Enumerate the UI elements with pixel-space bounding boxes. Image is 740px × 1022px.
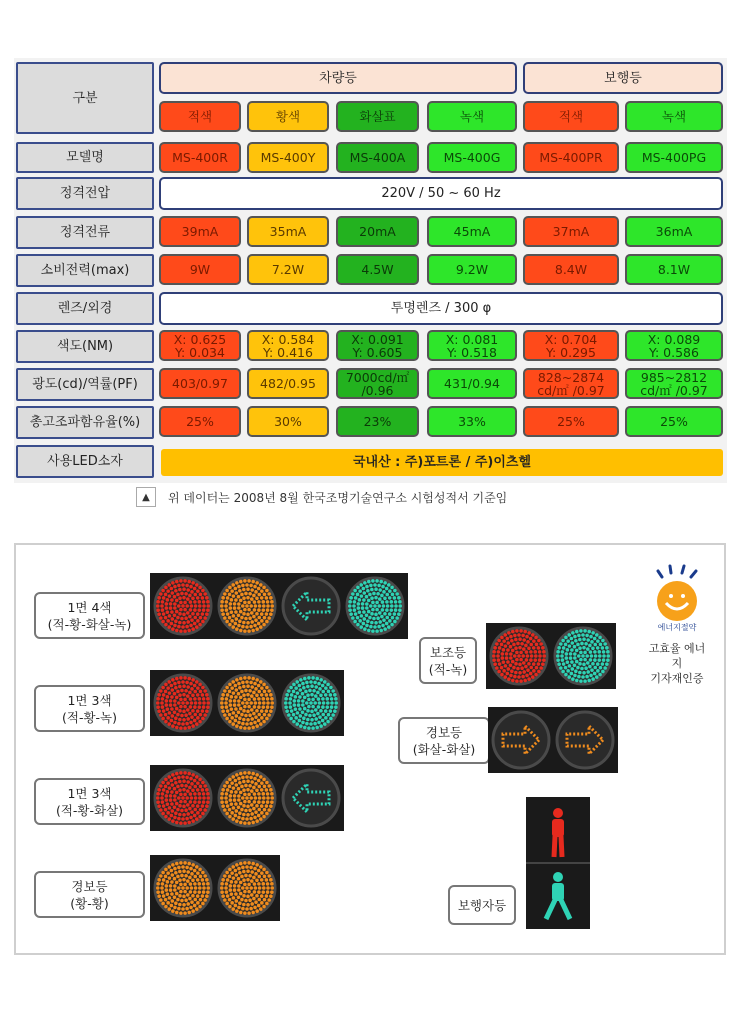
model-cell-0: MS-400R <box>159 142 241 173</box>
light-auxiliary <box>486 623 616 689</box>
row-label-0: 구분 <box>16 62 154 134</box>
right-arrow-lamp-icon <box>554 709 616 775</box>
triangle-up-icon: ▲ <box>136 487 156 507</box>
left-arrow-lamp-icon <box>280 767 342 833</box>
label-auxiliary: 보조등 (적-녹) <box>419 637 477 684</box>
light-four-color <box>150 573 408 639</box>
chroma-cell-3: X: 0.081 Y: 0.518 <box>427 330 517 361</box>
light-warning-yellow <box>150 855 280 921</box>
luminous-cell-3: 431/0.94 <box>427 368 517 399</box>
model-cell-5: MS-400PG <box>625 142 723 173</box>
light-pedestrian <box>526 797 590 929</box>
color-header-3: 녹색 <box>427 101 517 132</box>
model-cell-1: MS-400Y <box>247 142 329 173</box>
chroma-cell-0: X: 0.625 Y: 0.034 <box>159 330 241 361</box>
power-cell-0: 9W <box>159 254 241 285</box>
red-lamp-icon <box>488 625 550 691</box>
color-header-4: 적색 <box>523 101 619 132</box>
green-lamp-icon <box>344 575 406 641</box>
thd-cell-3: 33% <box>427 406 517 437</box>
label-three-green: 1면 3색 (적-황-녹) <box>34 685 145 732</box>
luminous-cell-5: 985~2812 cd/㎡ /0.97 <box>625 368 723 399</box>
energy-saving-logo-icon <box>644 563 710 633</box>
green-lamp-icon <box>280 672 342 738</box>
label-warning-yellow: 경보등 (황-황) <box>34 871 145 918</box>
current-cell-0: 39mA <box>159 216 241 247</box>
group-vehicle: 차량등 <box>159 62 517 94</box>
model-cell-2: MS-400A <box>336 142 419 173</box>
thd-cell-1: 30% <box>247 406 329 437</box>
led-cell: 국내산 : 주)포트론 / 주)이츠헬 <box>161 449 723 476</box>
chroma-cell-5: X: 0.089 Y: 0.586 <box>625 330 723 361</box>
current-cell-2: 20mA <box>336 216 419 247</box>
power-cell-5: 8.1W <box>625 254 723 285</box>
luminous-cell-1: 482/0.95 <box>247 368 329 399</box>
row-label-3: 정격전류 <box>16 216 154 249</box>
pedestrian-figures-icon <box>526 797 590 929</box>
source-note <box>136 487 507 507</box>
row-label-4: 소비전력(max) <box>16 254 154 287</box>
chroma-cell-2: X: 0.091 Y: 0.605 <box>336 330 419 361</box>
thd-cell-0: 25% <box>159 406 241 437</box>
luminous-cell-4: 828~2874 cd/㎡ /0.97 <box>523 368 619 399</box>
power-cell-1: 7.2W <box>247 254 329 285</box>
red-lamp-icon <box>152 672 214 738</box>
label-three-arrow: 1면 3색 (적-황-화살) <box>34 778 145 825</box>
color-header-2: 화살표 <box>336 101 419 132</box>
efficiency-badge <box>644 563 710 683</box>
current-cell-1: 35mA <box>247 216 329 247</box>
spec-table <box>14 58 727 483</box>
current-cell-3: 45mA <box>427 216 517 247</box>
color-header-1: 황색 <box>247 101 329 132</box>
row-label-2: 정격전압 <box>16 177 154 210</box>
light-warning-arrow <box>488 707 618 773</box>
lens-cell: 투명렌즈 / 300 φ <box>159 292 723 325</box>
group-pedestrian: 보행등 <box>523 62 723 94</box>
thd-cell-5: 25% <box>625 406 723 437</box>
right-arrow-lamp-icon <box>490 709 552 775</box>
amber-lamp-icon <box>216 575 278 641</box>
badge-text: 고효율 에너지 기자재인증 <box>648 642 706 685</box>
color-header-5: 녹색 <box>625 101 723 132</box>
red-lamp-icon <box>152 767 214 833</box>
light-three-arrow <box>150 765 344 831</box>
svg-text:에너지절약: 에너지절약 <box>657 623 697 632</box>
amber-lamp-icon <box>216 857 278 923</box>
luminous-cell-2: 7000cd/㎡ /0.96 <box>336 368 419 399</box>
row-label-7: 광도(cd)/역률(PF) <box>16 368 154 401</box>
row-label-6: 색도(NM) <box>16 330 154 363</box>
light-three-green <box>150 670 344 736</box>
voltage-cell: 220V / 50 ~ 60 Hz <box>159 177 723 210</box>
label-pedestrian: 보행자등 <box>448 885 516 925</box>
source-note-text: 위 데이터는 2008년 8월 한국조명기술연구소 시험성적서 기준임 <box>168 490 508 505</box>
color-header-0: 적색 <box>159 101 241 132</box>
row-label-1: 모델명 <box>16 142 154 173</box>
left-arrow-lamp-icon <box>280 575 342 641</box>
current-cell-4: 37mA <box>523 216 619 247</box>
chroma-cell-4: X: 0.704 Y: 0.295 <box>523 330 619 361</box>
green-lamp-icon <box>552 625 614 691</box>
power-cell-4: 8.4W <box>523 254 619 285</box>
model-cell-3: MS-400G <box>427 142 517 173</box>
label-warning-arrow: 경보등 (화살-화살) <box>398 717 490 764</box>
thd-cell-2: 23% <box>336 406 419 437</box>
model-cell-4: MS-400PR <box>523 142 619 173</box>
product-panel <box>14 543 726 955</box>
amber-lamp-icon <box>152 857 214 923</box>
label-four-color: 1면 4색 (적-황-화살-녹) <box>34 592 145 639</box>
row-label-8: 총고조파함유율(%) <box>16 406 154 439</box>
current-cell-5: 36mA <box>625 216 723 247</box>
amber-lamp-icon <box>216 672 278 738</box>
chroma-cell-1: X: 0.584 Y: 0.416 <box>247 330 329 361</box>
power-cell-2: 4.5W <box>336 254 419 285</box>
row-label-5: 렌즈/외경 <box>16 292 154 325</box>
thd-cell-4: 25% <box>523 406 619 437</box>
power-cell-3: 9.2W <box>427 254 517 285</box>
red-lamp-icon <box>152 575 214 641</box>
row-label-9: 사용LED소자 <box>16 445 154 478</box>
amber-lamp-icon <box>216 767 278 833</box>
luminous-cell-0: 403/0.97 <box>159 368 241 399</box>
